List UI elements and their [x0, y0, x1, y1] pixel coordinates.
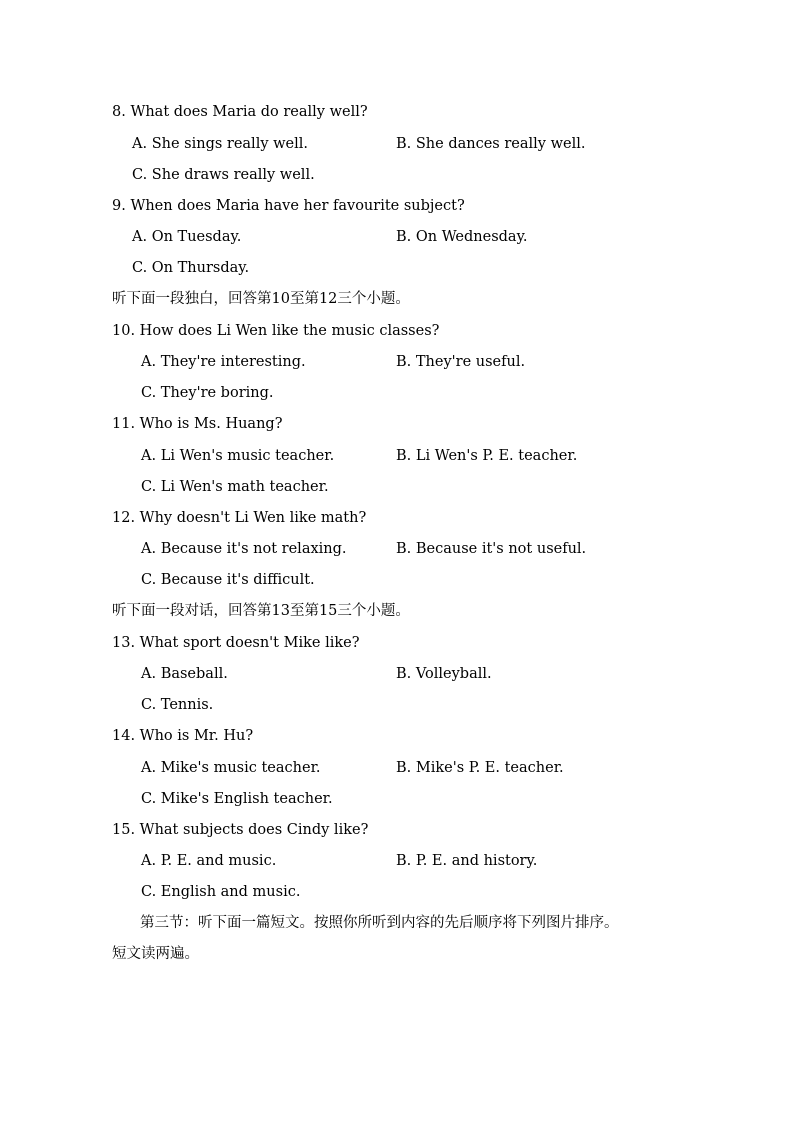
q8-option-b: B. She dances really well.: [396, 136, 586, 152]
question-13: 13. What sport doesn't Mike like?: [112, 635, 360, 651]
question-12: 12. Why doesn't Li Wen like math?: [112, 510, 367, 526]
q13-option-c: C. Tennis.: [141, 697, 214, 713]
q12-option-c: C. Because it's difficult.: [141, 572, 315, 588]
q9-option-b: B. On Wednesday.: [396, 229, 528, 245]
question-14: 14. Who is Mr. Hu?: [112, 728, 254, 744]
q9-option-c: C. On Thursday.: [132, 260, 250, 276]
section-monologue-instruction: 听下面一段独白，回答第10至第12三个小题。: [112, 291, 410, 307]
q10-option-c: C. They're boring.: [141, 385, 274, 401]
question-8: 8. What does Maria do really well?: [112, 104, 368, 120]
q10-option-b: B. They're useful.: [396, 354, 526, 370]
q15-option-a: A. P. E. and music.: [141, 853, 277, 869]
question-11: 11. Who is Ms. Huang?: [112, 416, 283, 432]
q15-option-c: C. English and music.: [141, 884, 301, 900]
q11-option-a: A. Li Wen's music teacher.: [141, 448, 335, 464]
q11-option-c: C. Li Wen's math teacher.: [141, 479, 329, 495]
q14-option-c: C. Mike's English teacher.: [141, 791, 333, 807]
question-10: 10. How does Li Wen like the music classes?: [112, 323, 440, 339]
question-15: 15. What subjects does Cindy like?: [112, 822, 369, 838]
q13-option-a: A. Baseball.: [141, 666, 228, 682]
q13-option-b: B. Volleyball.: [396, 666, 492, 682]
q11-option-b: B. Li Wen's P. E. teacher.: [396, 448, 578, 464]
question-9: 9. When does Maria have her favourite subject?: [112, 198, 465, 214]
section-dialogue-instruction: 听下面一段对话，回答第13至第15三个小题。: [112, 603, 410, 619]
section-3-instruction-line-1: 第三节：听下面一篇短文。按照你所听到内容的先后顺序将下列图片排序。: [140, 915, 619, 931]
q14-option-b: B. Mike's P. E. teacher.: [396, 760, 564, 776]
section-3-instruction-line-2: 短文读两遍。: [112, 946, 199, 962]
q8-option-a: A. She sings really well.: [132, 136, 309, 152]
q15-option-b: B. P. E. and history.: [396, 853, 538, 869]
q8-option-c: C. She draws really well.: [132, 167, 315, 183]
q12-option-a: A. Because it's not relaxing.: [141, 541, 347, 557]
q14-option-a: A. Mike's music teacher.: [141, 760, 321, 776]
q12-option-b: B. Because it's not useful.: [396, 541, 587, 557]
q10-option-a: A. They're interesting.: [141, 354, 306, 370]
q9-option-a: A. On Tuesday.: [132, 229, 242, 245]
